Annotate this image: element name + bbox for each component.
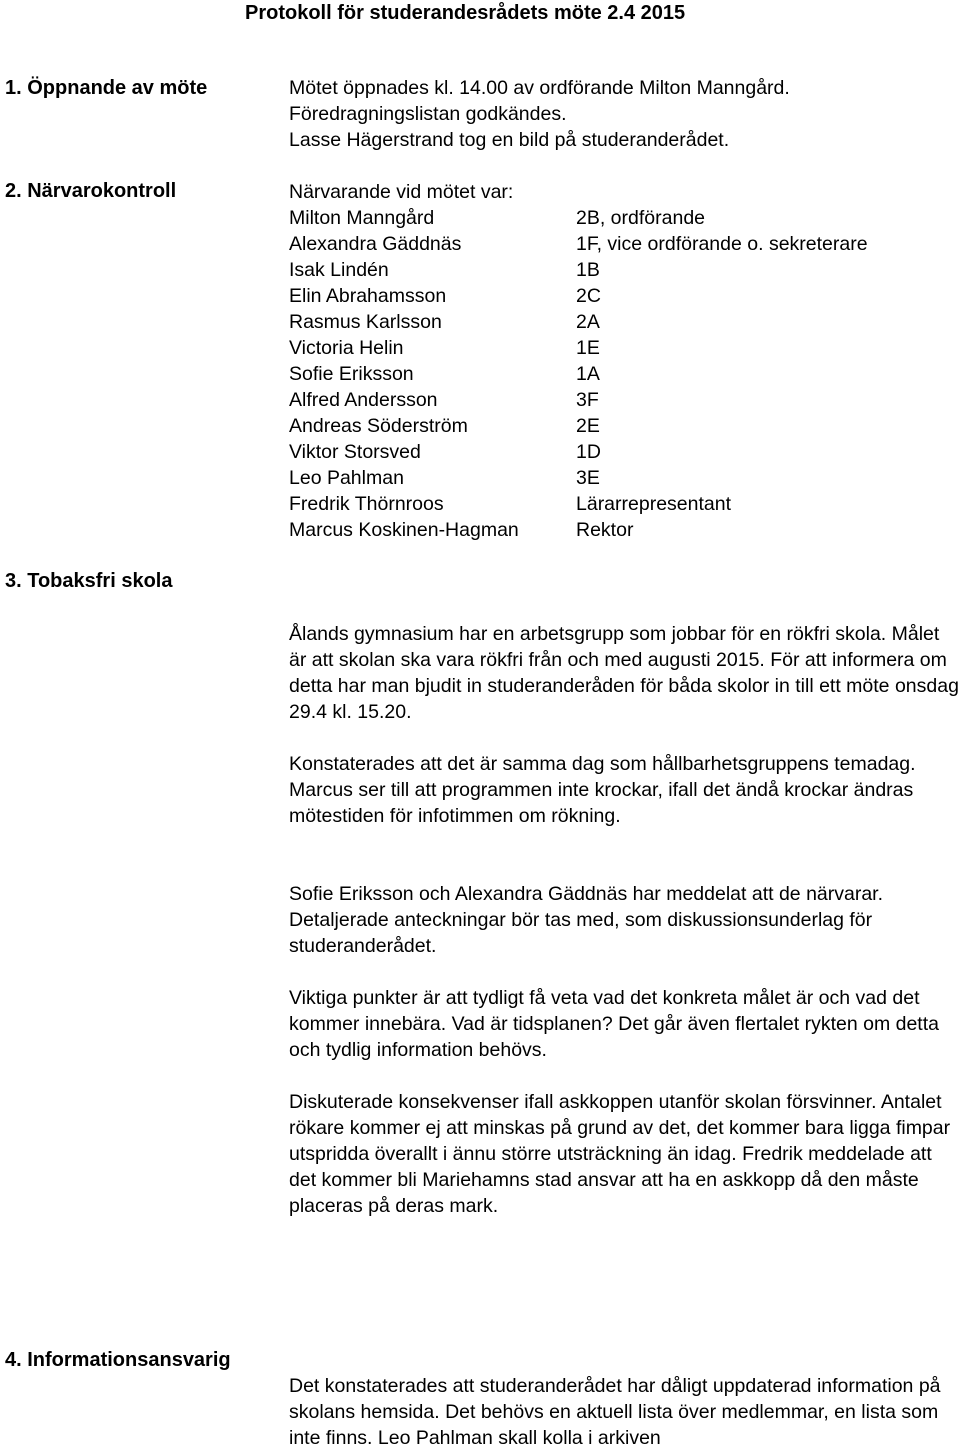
attendee-role: 2A: [576, 311, 600, 333]
attendee-row: [289, 257, 960, 283]
paragraph-text: Marcus ser till att programmen inte krockar, ifall det ändå krockar ändras mötestiden för infotimmen om rökning.: [289, 779, 914, 827]
attendee-role: 3F: [576, 389, 599, 411]
section-3-paragraph-4: [289, 985, 960, 1063]
attendee-row: [289, 335, 960, 361]
section-3-paragraph-5: [289, 1089, 960, 1219]
paragraph-text: Det konstaterades att studeranderådet har dåligt uppdaterad information på skolans hemsida. Det behövs en aktuell lista över medlemmar, en lista som inte finns. Leo Pahlman skall kolla i arkiven: [289, 1375, 941, 1449]
section-3-paragraph-3: [289, 881, 960, 959]
attendee-role: 3E: [576, 467, 600, 489]
attendee-row: [289, 413, 960, 439]
attendee-role: 1E: [576, 337, 600, 359]
attendee-role: 1B: [576, 259, 600, 281]
section-3-paragraph-1: [289, 621, 960, 725]
attendee-role: Lärarrepresentant: [576, 493, 732, 515]
attendee-row: [289, 205, 960, 231]
attendee-row: [289, 517, 960, 543]
attendee-name: Isak Lindén: [289, 259, 389, 281]
attendee-row: [289, 283, 960, 309]
attendee-name: Alfred Andersson: [289, 389, 438, 411]
attendee-name: Milton Manngård: [289, 207, 435, 229]
paragraph-text: Ålands gymnasium har en arbetsgrupp som jobbar för en rökfri skola. Målet är att skolan ska vara rökfri från och med augusti 2015. För att informera om detta har man bjudit in studeranderåden för båda skolor in till ett möte onsdag 29.4 kl. 15.20.: [289, 623, 959, 723]
attendee-role: 1A: [576, 363, 600, 385]
section-1-line-1: Mötet öppnades kl. 14.00 av ordförande Milton Manngård.: [289, 77, 790, 99]
section-1-heading: 1. Öppnande av möte: [5, 77, 208, 99]
attendee-row: [289, 387, 960, 413]
attendee-role: 2C: [576, 285, 601, 307]
attendee-name: Sofie Eriksson: [289, 363, 414, 385]
attendee-role: 2B, ordförande: [576, 207, 706, 229]
attendee-name: Rasmus Karlsson: [289, 311, 442, 333]
attendance-intro: Närvarande vid mötet var:: [289, 181, 514, 203]
section-2-heading: 2. Närvarokontroll: [5, 180, 177, 202]
attendee-row: [289, 309, 960, 335]
paragraph-text: Sofie Eriksson och Alexandra Gäddnäs har meddelat att de närvarar. Detaljerade anteckningar bör tas med, som diskussionsunderlag för studeranderådet.: [289, 883, 884, 957]
document-title: Protokoll för studerandesrådets möte 2.4 2015: [245, 2, 686, 24]
attendee-role: Rektor: [576, 519, 634, 541]
attendee-role: 1F, vice ordförande o. sekreterare: [576, 233, 868, 255]
section-3-paragraph-2: [289, 751, 960, 829]
section-1-line-2: Föredragningslistan godkändes.: [289, 103, 567, 125]
section-3-heading: 3. Tobaksfri skola: [5, 570, 173, 592]
attendee-row: [289, 439, 960, 465]
attendee-row: [289, 465, 960, 491]
paragraph-text: Viktiga punkter är att tydligt få veta vad det konkreta målet är och vad det kommer innebära. Vad är tidsplanen? Det går även flertalet rykten om detta och tydlig information behövs.: [289, 987, 939, 1061]
paragraph-text: Konstaterades att det är samma dag som hållbarhetsgruppens temadag.: [289, 753, 916, 775]
attendee-row: [289, 231, 960, 257]
attendee-name: Andreas Söderström: [289, 415, 468, 437]
attendee-name: Fredrik Thörnroos: [289, 493, 444, 515]
section-1-line-3: Lasse Hägerstrand tog en bild på studeranderådet.: [289, 129, 730, 151]
attendee-role: 2E: [576, 415, 600, 437]
attendee-name: Elin Abrahamsson: [289, 285, 447, 307]
attendee-row: [289, 491, 960, 517]
attendee-name: Marcus Koskinen-Hagman: [289, 519, 519, 541]
paragraph-text: Diskuterade konsekvenser ifall askkoppen utanför skolan försvinner. Antalet rökare kommer ej att minskas på grund av det, det kommer bara ligga fimpar utspridda överallt i ännu större utsträckning än idag. Fredrik meddelade att det kommer bli Mariehamns stad ansvar att ha en askkopp då den måste placeras på deras mark.: [289, 1091, 951, 1217]
section-4-paragraph-1: [289, 1373, 960, 1451]
section-4-heading: 4. Informationsansvarig: [5, 1349, 231, 1371]
attendee-row: [289, 361, 960, 387]
attendee-name: Alexandra Gäddnäs: [289, 233, 462, 255]
attendee-list: [289, 205, 960, 543]
attendee-name: Leo Pahlman: [289, 467, 404, 489]
attendee-role: 1D: [576, 441, 601, 463]
attendee-name: Victoria Helin: [289, 337, 404, 359]
attendee-name: Viktor Storsved: [289, 441, 421, 463]
